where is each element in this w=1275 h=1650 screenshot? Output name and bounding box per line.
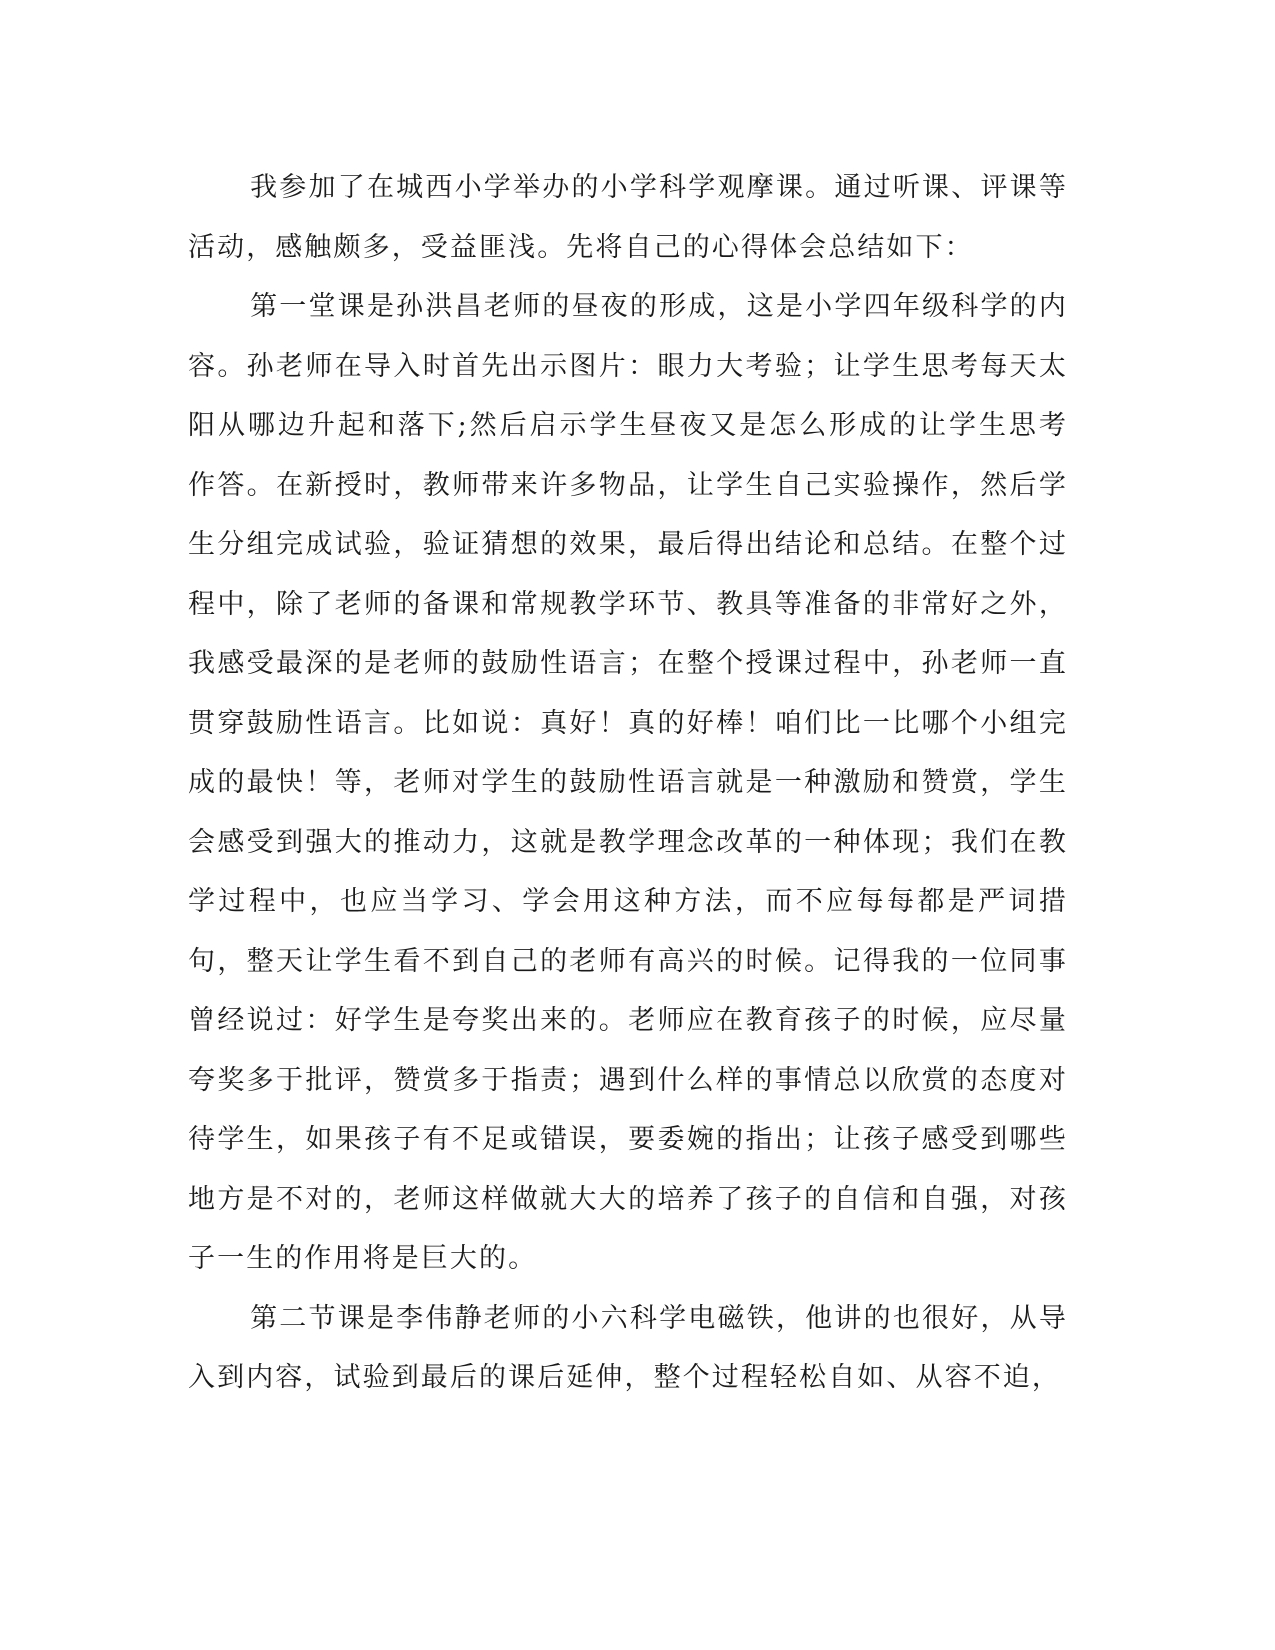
document-body bbox=[188, 158, 1068, 1408]
paragraph-intro: 我参加了在城西小学举办的小学科学观摩课。通过听课、评课等活动，感触颇多，受益匪浅。先将自己的心得体会总结如下： bbox=[188, 172, 1068, 263]
paragraph-first-lesson: 第一堂课是孙洪昌老师的昼夜的形成，这是小学四年级科学的内容。孙老师在导入时首先出示图片：眼力大考验；让学生思考每天太阳从哪边升起和落下;然后启示学生昼夜又是怎么形成的让学生思考作答。在新授时，教师带来许多物品，让学生自己实验操作，然后学生分组完成试验，验证猜想的效果，最后得出结论和总结。在整个过程中，除了老师的备课和常规教学环节、教具等准备的非常好之外，我感受最深的是老师的鼓励性语言；在整个授课过程中，孙老师一直贯穿鼓励性语言。比如说：真好！真的好棒！咱们比一比哪个小组完成的最快！等，老师对学生的鼓励性语言就是一种激励和赞赏，学生会感受到强大的推动力，这就是教学理念改革的一种体现；我们在教学过程中，也应当学习、学会用这种方法，而不应每每都是严词措句，整天让学生看不到自己的老师有高兴的时候。记得我的一位同事曾经说过：好学生是夸奖出来的。老师应在教育孩子的时候，应尽量夸奖多于批评，赞赏多于指责；遇到什么样的事情总以欣赏的态度对待学生，如果孩子有不足或错误，要委婉的指出；让孩子感受到哪些地方是不对的，老师这样做就大大的培养了孩子的自信和自强，对孩子一生的作用将是巨大的。 bbox=[188, 291, 1068, 1274]
paragraph-second-lesson: 第二节课是李伟静老师的小六科学电磁铁，他讲的也很好，从导入到内容，试验到最后的课后延伸，整个过程轻松自如、从容不迫， bbox=[188, 1302, 1068, 1393]
